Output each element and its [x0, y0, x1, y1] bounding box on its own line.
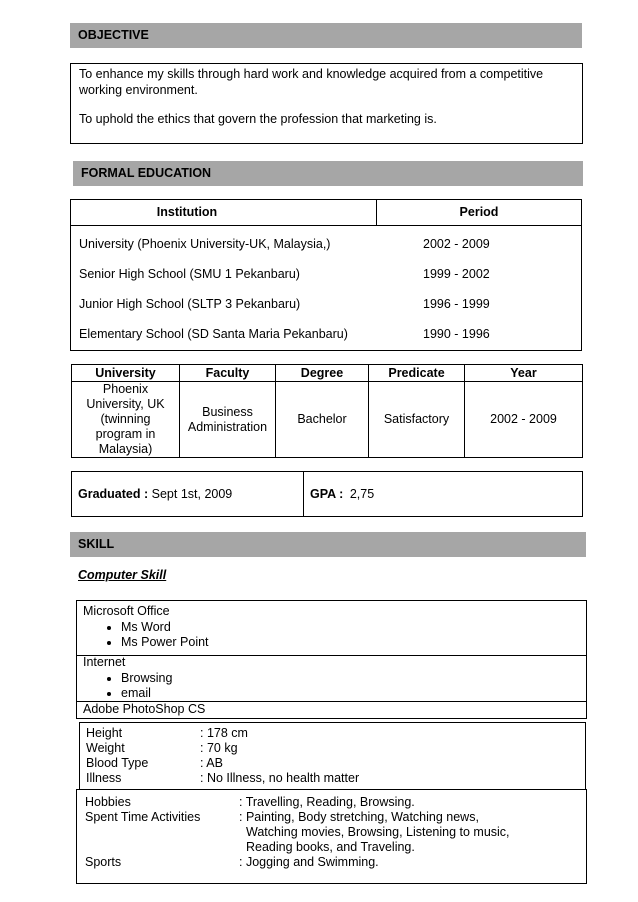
skill-group-title: Internet [83, 655, 126, 669]
skill-heading: SKILL [70, 532, 586, 557]
formal-education-heading: FORMAL EDUCATION [73, 161, 583, 186]
education-institution: Junior High School (SLTP 3 Pekanbaru) [79, 297, 301, 311]
objective-line-2: To uphold the ethics that govern the profession that marketing is. [79, 112, 437, 126]
degree-predicate: Satisfactory [369, 382, 465, 458]
skill-group-internet [83, 655, 172, 702]
gpa-value: 2,75 [349, 487, 375, 501]
education-institution: University (Phoenix University-UK, Malaysia,) [79, 237, 331, 251]
education-header-period: Period [459, 205, 499, 219]
sports-value: : Jogging and Swimming. [239, 855, 379, 869]
degree-header-university: University [72, 365, 180, 382]
degree-header-predicate: Predicate [369, 365, 465, 382]
gpa-label: GPA : [310, 487, 344, 501]
skill-group-title: Adobe PhotoShop CS [83, 702, 206, 716]
skill-item: • email [121, 686, 172, 702]
skill-list [83, 671, 172, 702]
education-institution: Senior High School (SMU 1 Pekanbaru) [79, 267, 300, 281]
university-line: University, UK [86, 397, 165, 411]
graduated-field [78, 487, 232, 501]
degree-table [71, 364, 583, 458]
education-period: 1999 - 2002 [423, 267, 490, 281]
degree-header-degree: Degree [276, 365, 369, 382]
degree-header-faculty: Faculty [180, 365, 276, 382]
hobbies-value: : Travelling, Reading, Browsing. [239, 795, 415, 809]
personal-label: Illness [86, 771, 122, 785]
skill-group-photoshop [83, 702, 205, 716]
graduation-box [71, 471, 583, 517]
spent-time-label: Spent Time Activities [85, 810, 201, 824]
education-period: 1996 - 1999 [423, 297, 490, 311]
personal-value: : No Illness, no health matter [200, 771, 360, 785]
graduated-label: Graduated : [78, 487, 149, 501]
skill-item: • Browsing [121, 671, 172, 687]
skill-item: • Ms Word [121, 620, 209, 636]
spent-time-value: Watching movies, Browsing, Listening to music, [246, 825, 510, 839]
hobbies-label: Hobbies [85, 795, 131, 809]
graduation-divider [303, 472, 304, 516]
degree-faculty [180, 382, 276, 458]
education-institution: Elementary School (SD Santa Maria Pekanbaru) [79, 327, 348, 341]
personal-value: : 70 kg [200, 741, 238, 755]
degree-university [72, 382, 180, 458]
objective-box [70, 63, 583, 144]
faculty-line: Administration [187, 419, 268, 434]
personal-label: Height [86, 726, 123, 740]
personal-label: Weight [86, 741, 125, 755]
personal-value: : AB [200, 756, 223, 770]
university-line: program in [95, 427, 156, 441]
degree-year: 2002 - 2009 [465, 382, 583, 458]
education-table [70, 199, 582, 351]
degree-header-year: Year [465, 365, 583, 382]
sports-label: Sports [85, 855, 122, 869]
computer-skill-title: Computer Skill [78, 568, 167, 582]
objective-line-1: To enhance my skills through hard work and knowledge acquired from a competitive working environment. [79, 67, 544, 97]
skill-group-microsoft [83, 604, 209, 651]
skill-group-title: Microsoft Office [83, 604, 170, 618]
skill-list [83, 620, 209, 651]
objective-heading: OBJECTIVE [70, 23, 582, 48]
degree-degree: Bachelor [276, 382, 369, 458]
university-line: Malaysia) [98, 442, 153, 456]
personal-label: Blood Type [86, 756, 149, 770]
skill-item: • Ms Power Point [121, 635, 209, 651]
personal-value: : 178 cm [200, 726, 248, 740]
university-line: Phoenix [102, 382, 149, 396]
graduated-value: Sept 1st, 2009 [151, 487, 233, 501]
spent-time-value: : Painting, Body stretching, Watching news, [239, 810, 479, 824]
education-header-divider [71, 225, 581, 226]
spent-time-value: Reading books, and Traveling. [246, 840, 415, 854]
gpa-field [310, 487, 374, 501]
university-line: (twinning [100, 412, 151, 426]
faculty-line: Business [202, 404, 253, 419]
education-period: 1990 - 1996 [423, 327, 490, 341]
education-header-institution: Institution [156, 205, 218, 219]
education-period: 2002 - 2009 [423, 237, 490, 251]
